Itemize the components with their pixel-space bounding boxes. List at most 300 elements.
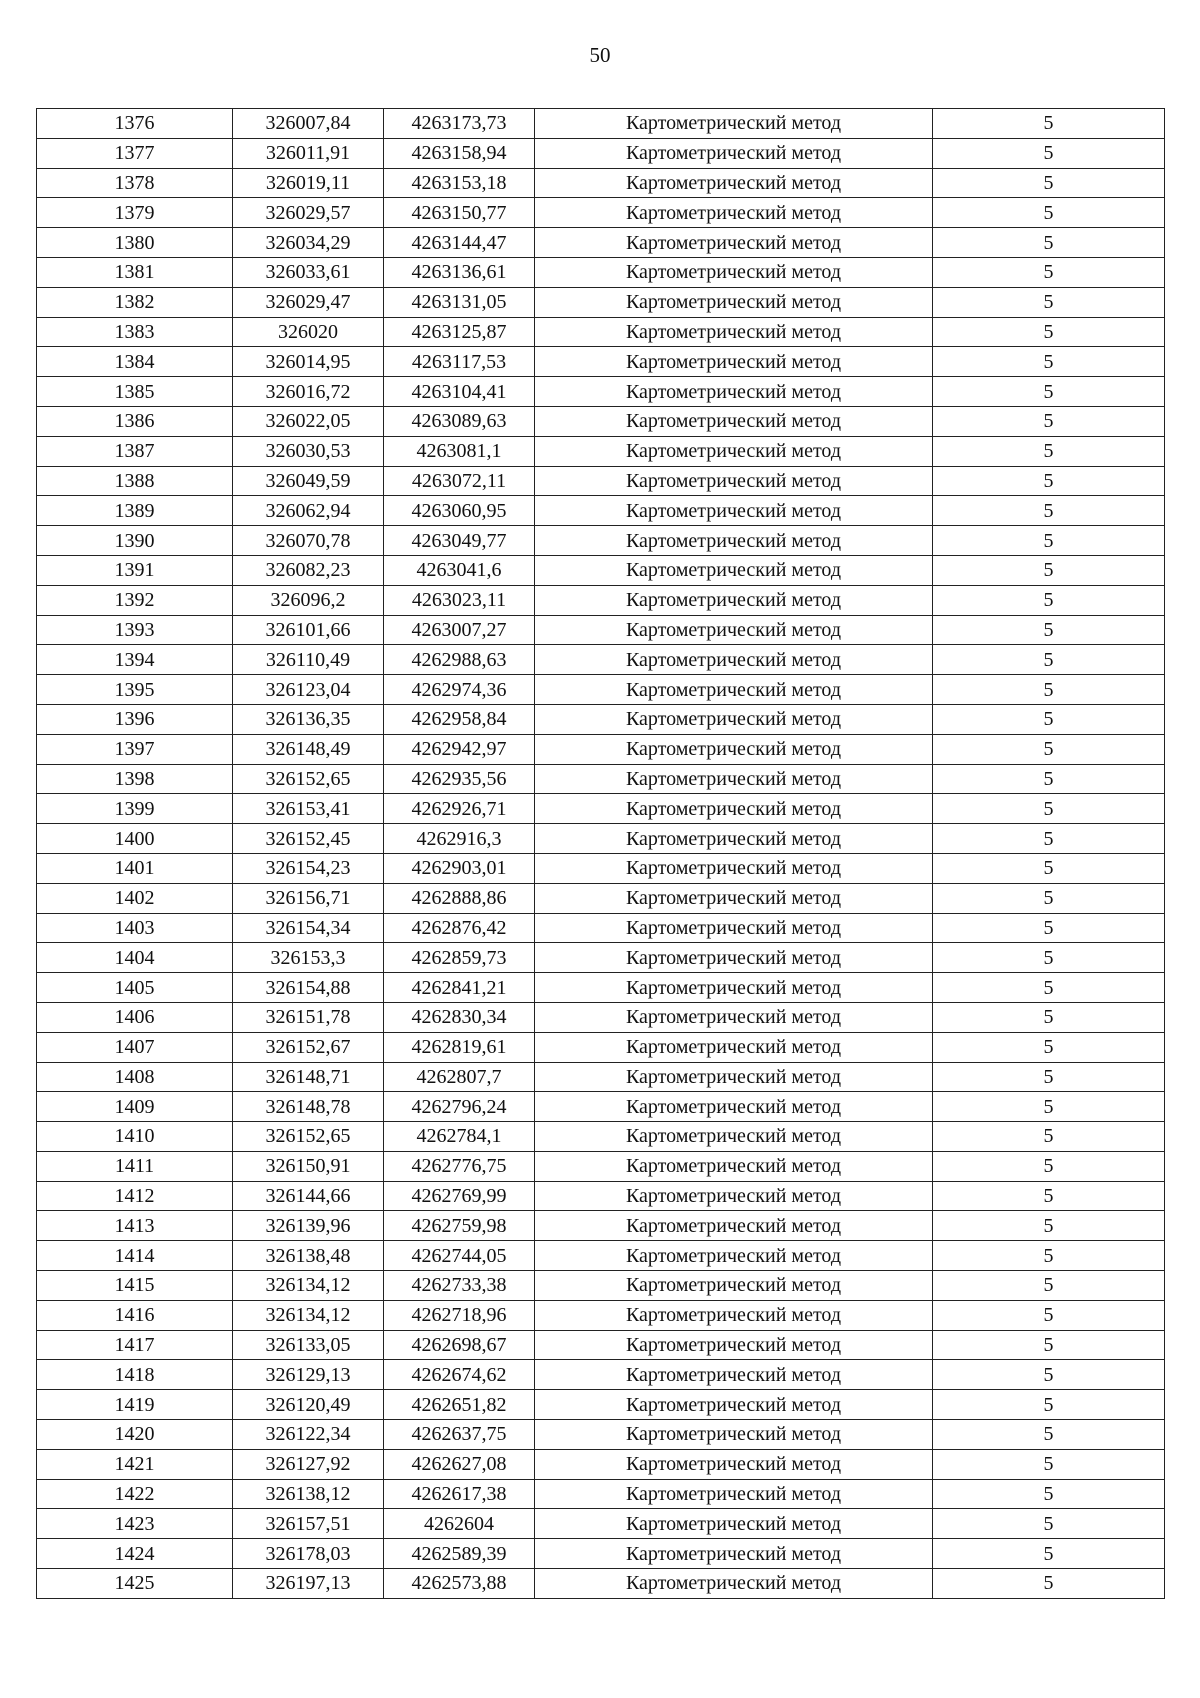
accuracy-cell: 5 (933, 228, 1165, 258)
point-number-cell: 1379 (37, 198, 233, 228)
table-row (37, 109, 1165, 139)
accuracy-cell: 5 (933, 585, 1165, 615)
y-coordinate-cell: 4262926,71 (384, 794, 535, 824)
x-coordinate-cell: 326022,05 (233, 406, 384, 436)
method-cell: Картометрический метод (535, 317, 933, 347)
point-number-cell: 1377 (37, 138, 233, 168)
point-number-cell: 1414 (37, 1241, 233, 1271)
point-number-cell: 1405 (37, 973, 233, 1003)
method-cell: Картометрический метод (535, 734, 933, 764)
x-coordinate-cell: 326152,65 (233, 1122, 384, 1152)
x-coordinate-cell: 326122,34 (233, 1420, 384, 1450)
point-number-cell: 1415 (37, 1271, 233, 1301)
y-coordinate-cell: 4262784,1 (384, 1122, 535, 1152)
accuracy-cell: 5 (933, 496, 1165, 526)
table-row (37, 1330, 1165, 1360)
y-coordinate-cell: 4262807,7 (384, 1062, 535, 1092)
coordinates-table-body (37, 109, 1165, 1599)
table-row (37, 1569, 1165, 1599)
accuracy-cell: 5 (933, 883, 1165, 913)
point-number-cell: 1376 (37, 109, 233, 139)
point-number-cell: 1423 (37, 1509, 233, 1539)
y-coordinate-cell: 4262759,98 (384, 1211, 535, 1241)
y-coordinate-cell: 4263117,53 (384, 347, 535, 377)
accuracy-cell: 5 (933, 1151, 1165, 1181)
accuracy-cell: 5 (933, 198, 1165, 228)
method-cell: Картометрический метод (535, 526, 933, 556)
page-number: 50 (589, 43, 611, 67)
point-number-cell: 1382 (37, 287, 233, 317)
accuracy-cell: 5 (933, 1002, 1165, 1032)
x-coordinate-cell: 326152,67 (233, 1032, 384, 1062)
table-row (37, 1509, 1165, 1539)
y-coordinate-cell: 4262935,56 (384, 764, 535, 794)
point-number-cell: 1412 (37, 1181, 233, 1211)
method-cell: Картометрический метод (535, 1002, 933, 1032)
table-row (37, 257, 1165, 287)
x-coordinate-cell: 326101,66 (233, 615, 384, 645)
accuracy-cell: 5 (933, 1479, 1165, 1509)
accuracy-cell: 5 (933, 406, 1165, 436)
y-coordinate-cell: 4263125,87 (384, 317, 535, 347)
accuracy-cell: 5 (933, 257, 1165, 287)
x-coordinate-cell: 326134,12 (233, 1300, 384, 1330)
y-coordinate-cell: 4262617,38 (384, 1479, 535, 1509)
method-cell: Картометрический метод (535, 406, 933, 436)
method-cell: Картометрический метод (535, 1211, 933, 1241)
accuracy-cell: 5 (933, 168, 1165, 198)
x-coordinate-cell: 326154,34 (233, 913, 384, 943)
x-coordinate-cell: 326152,65 (233, 764, 384, 794)
accuracy-cell: 5 (933, 1569, 1165, 1599)
accuracy-cell: 5 (933, 555, 1165, 585)
accuracy-cell: 5 (933, 1360, 1165, 1390)
x-coordinate-cell: 326120,49 (233, 1390, 384, 1420)
accuracy-cell: 5 (933, 526, 1165, 556)
y-coordinate-cell: 4263150,77 (384, 198, 535, 228)
x-coordinate-cell: 326014,95 (233, 347, 384, 377)
point-number-cell: 1383 (37, 317, 233, 347)
x-coordinate-cell: 326154,23 (233, 853, 384, 883)
x-coordinate-cell: 326011,91 (233, 138, 384, 168)
x-coordinate-cell: 326153,3 (233, 943, 384, 973)
point-number-cell: 1387 (37, 436, 233, 466)
y-coordinate-cell: 4262589,39 (384, 1539, 535, 1569)
x-coordinate-cell: 326157,51 (233, 1509, 384, 1539)
accuracy-cell: 5 (933, 1300, 1165, 1330)
table-row (37, 1420, 1165, 1450)
point-number-cell: 1399 (37, 794, 233, 824)
point-number-cell: 1388 (37, 466, 233, 496)
accuracy-cell: 5 (933, 943, 1165, 973)
y-coordinate-cell: 4263158,94 (384, 138, 535, 168)
accuracy-cell: 5 (933, 1539, 1165, 1569)
x-coordinate-cell: 326148,78 (233, 1092, 384, 1122)
y-coordinate-cell: 4263041,6 (384, 555, 535, 585)
x-coordinate-cell: 326034,29 (233, 228, 384, 258)
y-coordinate-cell: 4263072,11 (384, 466, 535, 496)
point-number-cell: 1411 (37, 1151, 233, 1181)
table-row (37, 138, 1165, 168)
accuracy-cell: 5 (933, 1241, 1165, 1271)
y-coordinate-cell: 4262841,21 (384, 973, 535, 1003)
y-coordinate-cell: 4262698,67 (384, 1330, 535, 1360)
point-number-cell: 1396 (37, 704, 233, 734)
accuracy-cell: 5 (933, 436, 1165, 466)
table-row (37, 1181, 1165, 1211)
point-number-cell: 1425 (37, 1569, 233, 1599)
y-coordinate-cell: 4262830,34 (384, 1002, 535, 1032)
x-coordinate-cell: 326139,96 (233, 1211, 384, 1241)
y-coordinate-cell: 4263007,27 (384, 615, 535, 645)
coordinates-table (36, 108, 1165, 1599)
method-cell: Картометрический метод (535, 228, 933, 258)
point-number-cell: 1386 (37, 406, 233, 436)
point-number-cell: 1418 (37, 1360, 233, 1390)
y-coordinate-cell: 4263131,05 (384, 287, 535, 317)
table-row (37, 883, 1165, 913)
table-row (37, 973, 1165, 1003)
table-row (37, 1539, 1165, 1569)
y-coordinate-cell: 4262744,05 (384, 1241, 535, 1271)
y-coordinate-cell: 4262637,75 (384, 1420, 535, 1450)
x-coordinate-cell: 326016,72 (233, 377, 384, 407)
point-number-cell: 1391 (37, 555, 233, 585)
table-row (37, 1002, 1165, 1032)
accuracy-cell: 5 (933, 734, 1165, 764)
x-coordinate-cell: 326127,92 (233, 1449, 384, 1479)
table-row (37, 675, 1165, 705)
table-row (37, 1360, 1165, 1390)
point-number-cell: 1406 (37, 1002, 233, 1032)
accuracy-cell: 5 (933, 1420, 1165, 1450)
y-coordinate-cell: 4263089,63 (384, 406, 535, 436)
method-cell: Картометрический метод (535, 1539, 933, 1569)
y-coordinate-cell: 4262776,75 (384, 1151, 535, 1181)
point-number-cell: 1413 (37, 1211, 233, 1241)
y-coordinate-cell: 4263081,1 (384, 436, 535, 466)
table-row (37, 436, 1165, 466)
y-coordinate-cell: 4262604 (384, 1509, 535, 1539)
accuracy-cell: 5 (933, 1092, 1165, 1122)
point-number-cell: 1424 (37, 1539, 233, 1569)
method-cell: Картометрический метод (535, 1420, 933, 1450)
method-cell: Картометрический метод (535, 168, 933, 198)
x-coordinate-cell: 326152,45 (233, 824, 384, 854)
table-row (37, 1271, 1165, 1301)
point-number-cell: 1395 (37, 675, 233, 705)
accuracy-cell: 5 (933, 1181, 1165, 1211)
x-coordinate-cell: 326153,41 (233, 794, 384, 824)
table-row (37, 1390, 1165, 1420)
method-cell: Картометрический метод (535, 109, 933, 139)
method-cell: Картометрический метод (535, 1271, 933, 1301)
table-row (37, 1300, 1165, 1330)
table-row (37, 913, 1165, 943)
y-coordinate-cell: 4262627,08 (384, 1449, 535, 1479)
method-cell: Картометрический метод (535, 853, 933, 883)
x-coordinate-cell: 326138,12 (233, 1479, 384, 1509)
y-coordinate-cell: 4262859,73 (384, 943, 535, 973)
method-cell: Картометрический метод (535, 973, 933, 1003)
method-cell: Картометрический метод (535, 824, 933, 854)
method-cell: Картометрический метод (535, 794, 933, 824)
table-row (37, 794, 1165, 824)
x-coordinate-cell: 326136,35 (233, 704, 384, 734)
table-row (37, 1032, 1165, 1062)
table-row (37, 1151, 1165, 1181)
point-number-cell: 1384 (37, 347, 233, 377)
x-coordinate-cell: 326020 (233, 317, 384, 347)
y-coordinate-cell: 4262888,86 (384, 883, 535, 913)
method-cell: Картометрический метод (535, 377, 933, 407)
accuracy-cell: 5 (933, 1211, 1165, 1241)
y-coordinate-cell: 4262916,3 (384, 824, 535, 854)
x-coordinate-cell: 326144,66 (233, 1181, 384, 1211)
x-coordinate-cell: 326154,88 (233, 973, 384, 1003)
point-number-cell: 1393 (37, 615, 233, 645)
table-row (37, 466, 1165, 496)
accuracy-cell: 5 (933, 317, 1165, 347)
x-coordinate-cell: 326029,57 (233, 198, 384, 228)
table-row (37, 645, 1165, 675)
x-coordinate-cell: 326197,13 (233, 1569, 384, 1599)
point-number-cell: 1421 (37, 1449, 233, 1479)
table-row (37, 555, 1165, 585)
table-row (37, 853, 1165, 883)
x-coordinate-cell: 326133,05 (233, 1330, 384, 1360)
table-row (37, 1211, 1165, 1241)
accuracy-cell: 5 (933, 1122, 1165, 1152)
x-coordinate-cell: 326019,11 (233, 168, 384, 198)
method-cell: Картометрический метод (535, 496, 933, 526)
method-cell: Картометрический метод (535, 1479, 933, 1509)
accuracy-cell: 5 (933, 913, 1165, 943)
y-coordinate-cell: 4263060,95 (384, 496, 535, 526)
table-row (37, 704, 1165, 734)
method-cell: Картометрический метод (535, 585, 933, 615)
method-cell: Картометрический метод (535, 1181, 933, 1211)
point-number-cell: 1407 (37, 1032, 233, 1062)
y-coordinate-cell: 4262988,63 (384, 645, 535, 675)
y-coordinate-cell: 4262573,88 (384, 1569, 535, 1599)
x-coordinate-cell: 326156,71 (233, 883, 384, 913)
x-coordinate-cell: 326070,78 (233, 526, 384, 556)
x-coordinate-cell: 326150,91 (233, 1151, 384, 1181)
accuracy-cell: 5 (933, 1390, 1165, 1420)
table-row (37, 615, 1165, 645)
x-coordinate-cell: 326049,59 (233, 466, 384, 496)
y-coordinate-cell: 4263144,47 (384, 228, 535, 258)
accuracy-cell: 5 (933, 377, 1165, 407)
table-row (37, 1241, 1165, 1271)
point-number-cell: 1401 (37, 853, 233, 883)
method-cell: Картометрический метод (535, 1151, 933, 1181)
x-coordinate-cell: 326148,71 (233, 1062, 384, 1092)
x-coordinate-cell: 326007,84 (233, 109, 384, 139)
point-number-cell: 1403 (37, 913, 233, 943)
method-cell: Картометрический метод (535, 436, 933, 466)
point-number-cell: 1410 (37, 1122, 233, 1152)
method-cell: Картометрический метод (535, 1032, 933, 1062)
table-row (37, 406, 1165, 436)
method-cell: Картометрический метод (535, 347, 933, 377)
table-row (37, 1449, 1165, 1479)
method-cell: Картометрический метод (535, 615, 933, 645)
y-coordinate-cell: 4262903,01 (384, 853, 535, 883)
method-cell: Картометрический метод (535, 913, 933, 943)
accuracy-cell: 5 (933, 645, 1165, 675)
x-coordinate-cell: 326123,04 (233, 675, 384, 705)
accuracy-cell: 5 (933, 973, 1165, 1003)
accuracy-cell: 5 (933, 1449, 1165, 1479)
accuracy-cell: 5 (933, 109, 1165, 139)
point-number-cell: 1380 (37, 228, 233, 258)
y-coordinate-cell: 4262718,96 (384, 1300, 535, 1330)
x-coordinate-cell: 326030,53 (233, 436, 384, 466)
x-coordinate-cell: 326151,78 (233, 1002, 384, 1032)
accuracy-cell: 5 (933, 287, 1165, 317)
accuracy-cell: 5 (933, 704, 1165, 734)
point-number-cell: 1397 (37, 734, 233, 764)
y-coordinate-cell: 4262876,42 (384, 913, 535, 943)
y-coordinate-cell: 4262942,97 (384, 734, 535, 764)
accuracy-cell: 5 (933, 138, 1165, 168)
table-row (37, 496, 1165, 526)
x-coordinate-cell: 326082,23 (233, 555, 384, 585)
x-coordinate-cell: 326096,2 (233, 585, 384, 615)
method-cell: Картометрический метод (535, 704, 933, 734)
point-number-cell: 1416 (37, 1300, 233, 1330)
table-row (37, 377, 1165, 407)
table-row (37, 1062, 1165, 1092)
accuracy-cell: 5 (933, 824, 1165, 854)
accuracy-cell: 5 (933, 853, 1165, 883)
point-number-cell: 1389 (37, 496, 233, 526)
point-number-cell: 1417 (37, 1330, 233, 1360)
method-cell: Картометрический метод (535, 675, 933, 705)
y-coordinate-cell: 4263173,73 (384, 109, 535, 139)
method-cell: Картометрический метод (535, 1300, 933, 1330)
point-number-cell: 1419 (37, 1390, 233, 1420)
method-cell: Картометрический метод (535, 645, 933, 675)
accuracy-cell: 5 (933, 675, 1165, 705)
accuracy-cell: 5 (933, 1032, 1165, 1062)
accuracy-cell: 5 (933, 794, 1165, 824)
y-coordinate-cell: 4262733,38 (384, 1271, 535, 1301)
x-coordinate-cell: 326138,48 (233, 1241, 384, 1271)
method-cell: Картометрический метод (535, 1509, 933, 1539)
accuracy-cell: 5 (933, 1062, 1165, 1092)
x-coordinate-cell: 326129,13 (233, 1360, 384, 1390)
method-cell: Картометрический метод (535, 1330, 933, 1360)
y-coordinate-cell: 4262819,61 (384, 1032, 535, 1062)
accuracy-cell: 5 (933, 615, 1165, 645)
y-coordinate-cell: 4263104,41 (384, 377, 535, 407)
accuracy-cell: 5 (933, 347, 1165, 377)
method-cell: Картометрический метод (535, 1569, 933, 1599)
method-cell: Картометрический метод (535, 555, 933, 585)
point-number-cell: 1409 (37, 1092, 233, 1122)
table-row (37, 287, 1165, 317)
accuracy-cell: 5 (933, 1509, 1165, 1539)
y-coordinate-cell: 4262674,62 (384, 1360, 535, 1390)
method-cell: Картометрический метод (535, 943, 933, 973)
table-row (37, 168, 1165, 198)
accuracy-cell: 5 (933, 1271, 1165, 1301)
table-row (37, 764, 1165, 794)
method-cell: Картометрический метод (535, 883, 933, 913)
x-coordinate-cell: 326110,49 (233, 645, 384, 675)
method-cell: Картометрический метод (535, 257, 933, 287)
y-coordinate-cell: 4262958,84 (384, 704, 535, 734)
table-row (37, 317, 1165, 347)
point-number-cell: 1392 (37, 585, 233, 615)
point-number-cell: 1400 (37, 824, 233, 854)
method-cell: Картометрический метод (535, 1390, 933, 1420)
accuracy-cell: 5 (933, 1330, 1165, 1360)
x-coordinate-cell: 326029,47 (233, 287, 384, 317)
method-cell: Картометрический метод (535, 1122, 933, 1152)
table-row (37, 585, 1165, 615)
point-number-cell: 1394 (37, 645, 233, 675)
y-coordinate-cell: 4263136,61 (384, 257, 535, 287)
method-cell: Картометрический метод (535, 466, 933, 496)
y-coordinate-cell: 4263049,77 (384, 526, 535, 556)
method-cell: Картометрический метод (535, 1449, 933, 1479)
method-cell: Картометрический метод (535, 198, 933, 228)
accuracy-cell: 5 (933, 764, 1165, 794)
point-number-cell: 1402 (37, 883, 233, 913)
x-coordinate-cell: 326148,49 (233, 734, 384, 764)
method-cell: Картометрический метод (535, 1241, 933, 1271)
x-coordinate-cell: 326033,61 (233, 257, 384, 287)
point-number-cell: 1404 (37, 943, 233, 973)
point-number-cell: 1381 (37, 257, 233, 287)
table-row (37, 347, 1165, 377)
y-coordinate-cell: 4262651,82 (384, 1390, 535, 1420)
table-row (37, 198, 1165, 228)
point-number-cell: 1398 (37, 764, 233, 794)
point-number-cell: 1420 (37, 1420, 233, 1450)
table-row (37, 1092, 1165, 1122)
table-row (37, 526, 1165, 556)
method-cell: Картометрический метод (535, 138, 933, 168)
point-number-cell: 1408 (37, 1062, 233, 1092)
table-row (37, 1122, 1165, 1152)
table-row (37, 228, 1165, 258)
y-coordinate-cell: 4262769,99 (384, 1181, 535, 1211)
point-number-cell: 1385 (37, 377, 233, 407)
y-coordinate-cell: 4262974,36 (384, 675, 535, 705)
table-row (37, 734, 1165, 764)
y-coordinate-cell: 4263023,11 (384, 585, 535, 615)
table-row (37, 1479, 1165, 1509)
x-coordinate-cell: 326178,03 (233, 1539, 384, 1569)
y-coordinate-cell: 4262796,24 (384, 1092, 535, 1122)
method-cell: Картометрический метод (535, 1062, 933, 1092)
method-cell: Картометрический метод (535, 764, 933, 794)
point-number-cell: 1390 (37, 526, 233, 556)
method-cell: Картометрический метод (535, 287, 933, 317)
table-row (37, 943, 1165, 973)
point-number-cell: 1422 (37, 1479, 233, 1509)
accuracy-cell: 5 (933, 466, 1165, 496)
method-cell: Картометрический метод (535, 1360, 933, 1390)
table-row (37, 824, 1165, 854)
x-coordinate-cell: 326062,94 (233, 496, 384, 526)
method-cell: Картометрический метод (535, 1092, 933, 1122)
